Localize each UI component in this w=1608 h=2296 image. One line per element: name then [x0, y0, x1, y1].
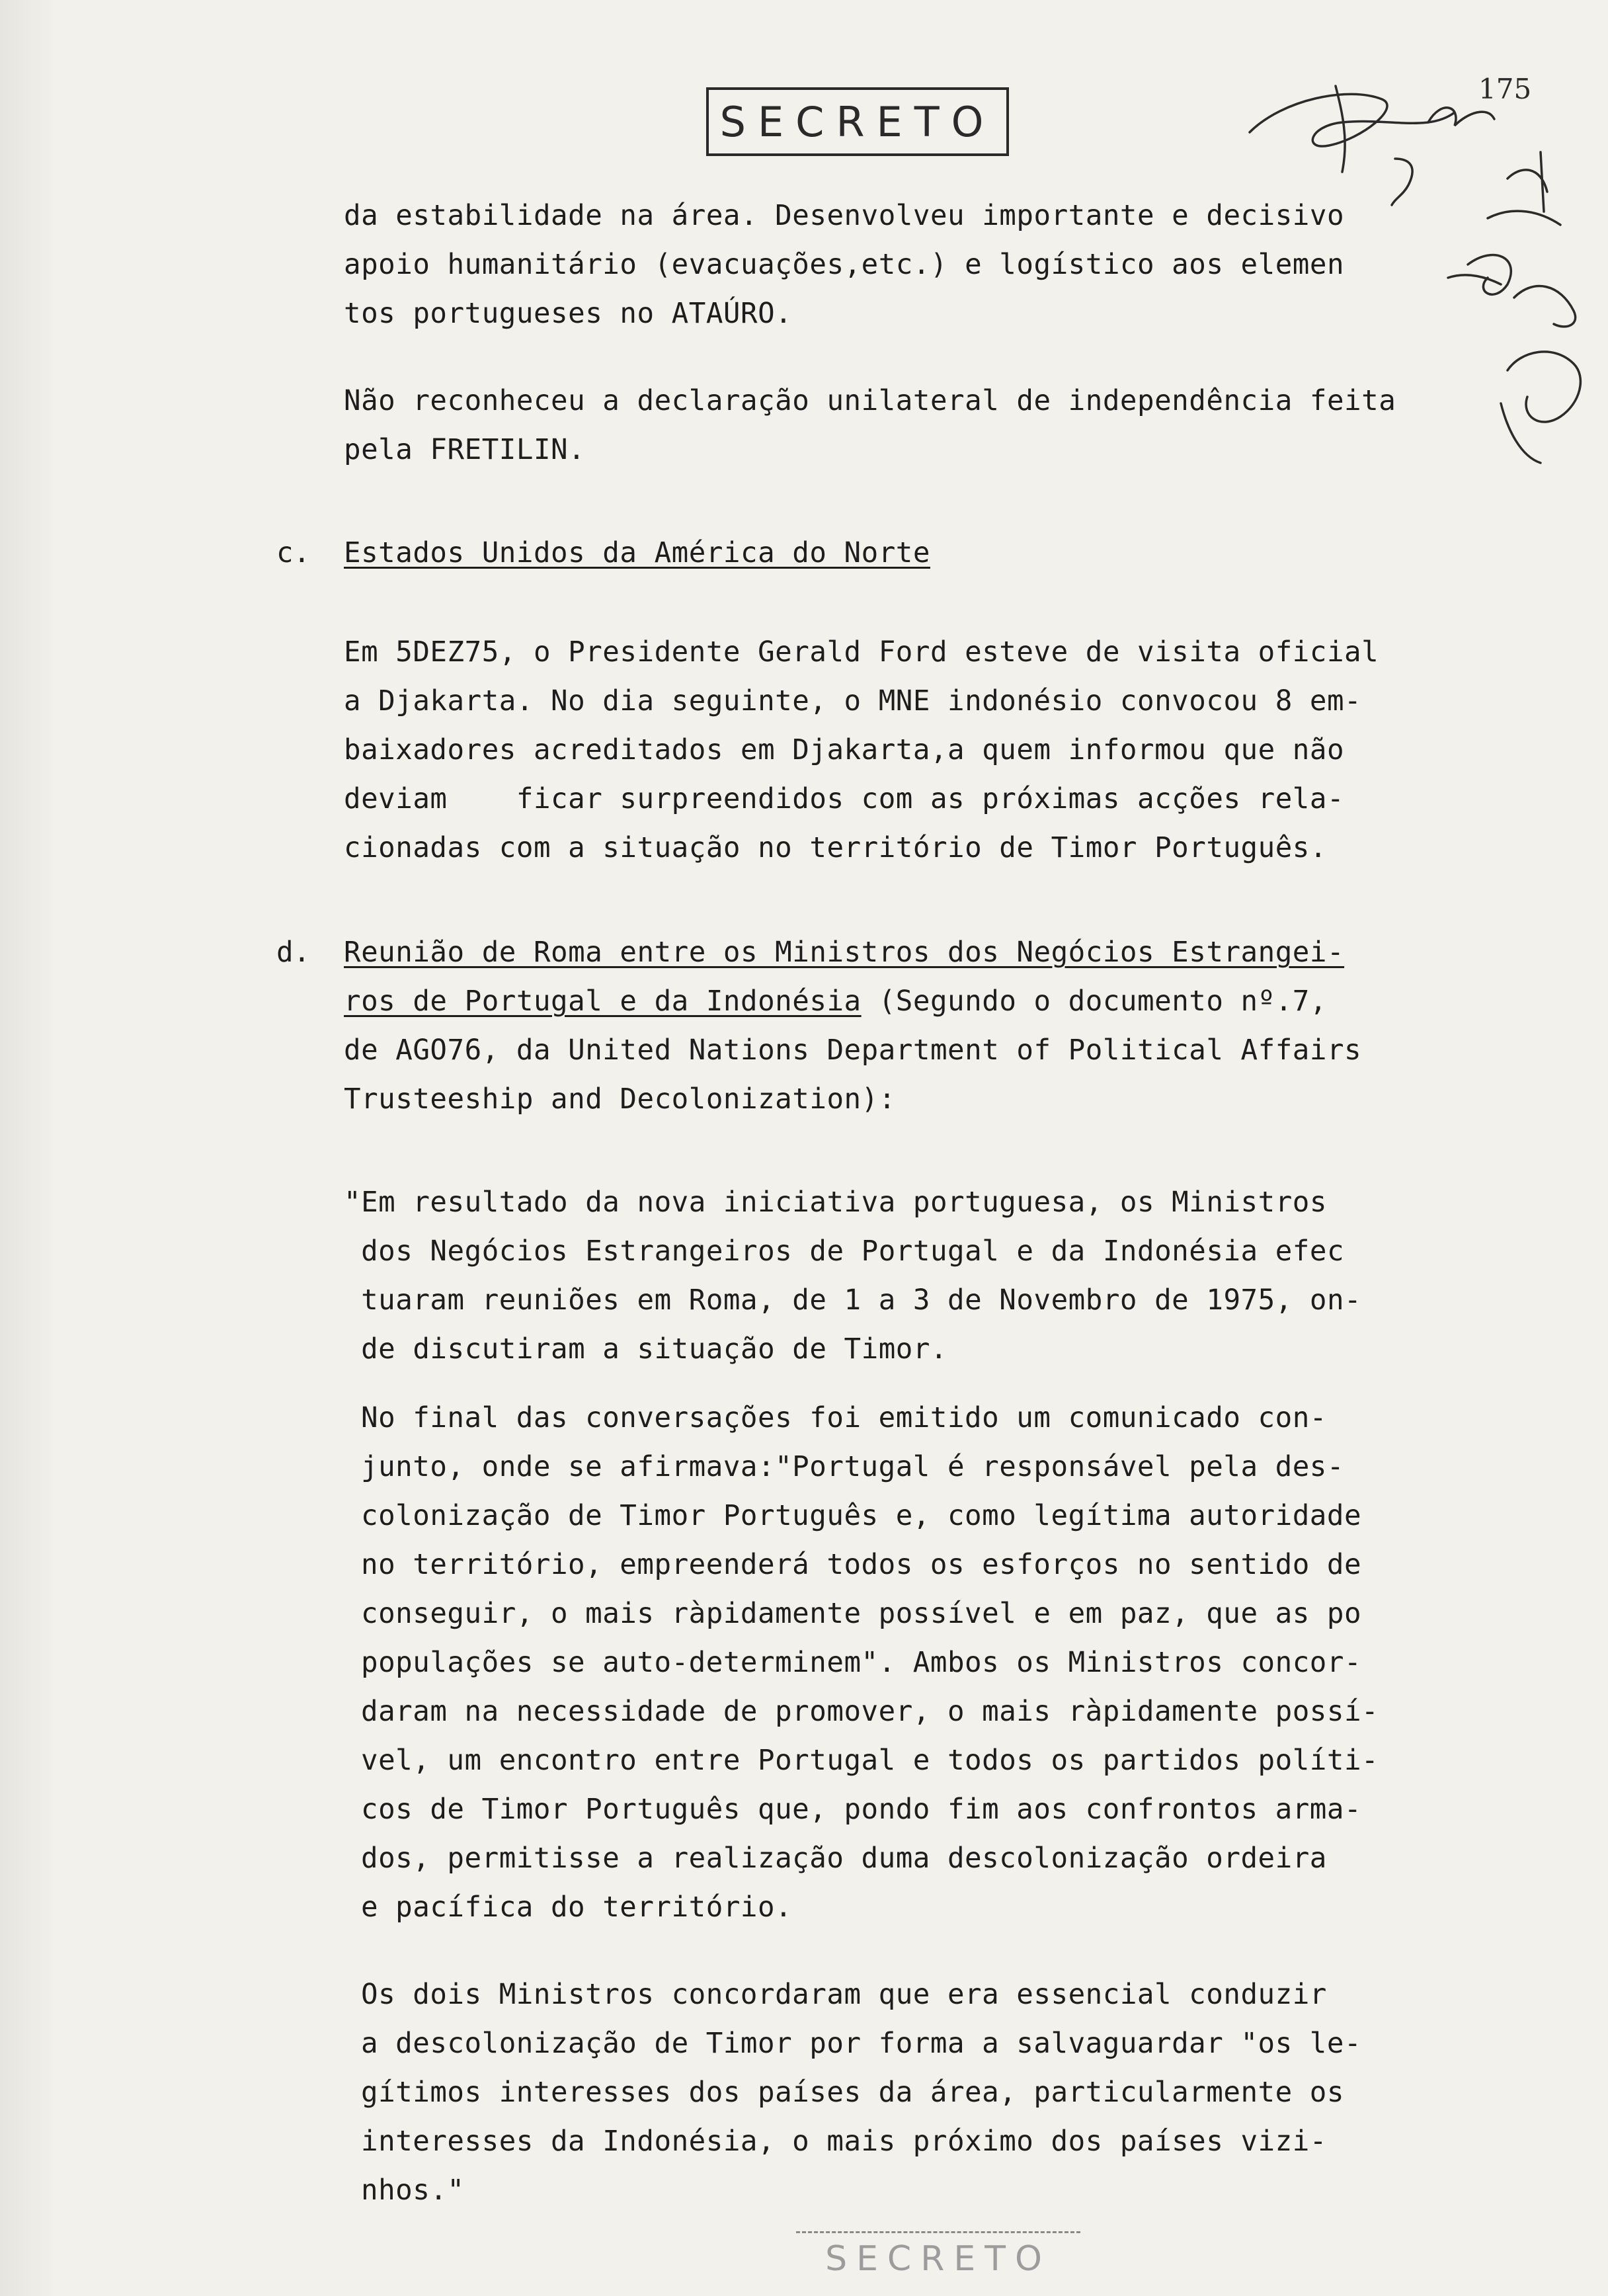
- text-line: junto, onde se afirmava:"Portugal é responsável pela des-: [361, 1451, 1344, 1483]
- section-d-heading-rest: (Segundo o documento nº.7,: [861, 985, 1327, 1018]
- text-line: No final das conversações foi emitido um comunicado con-: [361, 1402, 1327, 1434]
- text-line: de AGO76, da United Nations Department of Political Affairs: [344, 1034, 1362, 1067]
- text-line: dos Negócios Estrangeiros de Portugal e da Indonésia efec: [344, 1235, 1345, 1268]
- paragraph-fretilin: [344, 377, 1396, 475]
- text-line: baixadores acreditados em Djakarta,a quem informou que não: [344, 734, 1345, 766]
- quote-paragraph-3: [361, 1971, 1361, 2215]
- text-line: tos portugueses no ATAÚRO.: [344, 298, 793, 330]
- text-line: vel, um encontro entre Portugal e todos os partidos políti-: [361, 1744, 1379, 1777]
- text-line: Não reconheceu a declaração unilateral de independência feita: [344, 385, 1396, 417]
- paragraph-usa: [344, 628, 1379, 873]
- text-line: dos, permitisse a realização duma descolonização ordeira: [361, 1842, 1327, 1875]
- section-d-heading-underlined: ros de Portugal e da Indonésia: [344, 985, 862, 1018]
- section-d-marker: d.: [276, 936, 311, 969]
- text-line: e pacífica do território.: [361, 1891, 793, 1924]
- section-d-heading-line1: Reunião de Roma entre os Ministros dos Negócios Estrangei-: [344, 936, 1345, 969]
- text-line: de discutiram a situação de Timor.: [344, 1333, 948, 1366]
- text-line: deviam ficar surpreendidos com as próximas acções rela-: [344, 783, 1345, 815]
- page-number: 175: [1478, 73, 1532, 105]
- text-line: interesses da Indonésia, o mais próximo dos países vizi-: [361, 2125, 1327, 2158]
- text-line: daram na necessidade de promover, o mais ràpidamente possí-: [361, 1696, 1379, 1728]
- text-line: "Em resultado da nova iniciativa portuguesa, os Ministros: [344, 1186, 1327, 1219]
- text-line: gítimos interesses dos países da área, particularmente os: [361, 2076, 1344, 2109]
- quote-paragraph-2: [361, 1394, 1379, 1932]
- text-line: nhos.": [361, 2174, 465, 2207]
- quote-paragraph-1: [344, 1178, 1361, 1374]
- text-line: apoio humanitário (evacuações,etc.) e logístico aos elemen: [344, 249, 1345, 281]
- text-line: conseguir, o mais ràpidamente possível e em paz, que as po: [361, 1598, 1362, 1630]
- section-d-heading: [344, 928, 1361, 1124]
- secret-stamp-bottom: SECRETO: [796, 2231, 1080, 2284]
- section-d-heading-line2: [344, 977, 1361, 1026]
- section-c-marker: c.: [276, 537, 311, 569]
- paragraph-stability: [344, 192, 1344, 339]
- text-line: a descolonização de Timor por forma a salvaguardar "os le-: [361, 2028, 1362, 2060]
- secret-stamp-top: SECRETO: [706, 87, 1009, 156]
- text-line: colonização de Timor Português e, como legítima autoridade: [361, 1500, 1362, 1532]
- text-line: Os dois Ministros concordaram que era essencial conduzir: [361, 1979, 1327, 2011]
- text-line: a Djakarta. No dia seguinte, o MNE indonésio convocou 8 em-: [344, 685, 1362, 718]
- scan-edge-shadow: [0, 0, 60, 2296]
- text-line: populações se auto-determinem". Ambos os Ministros concor-: [361, 1647, 1362, 1679]
- text-line: no território, empreenderá todos os esforços no sentido de: [361, 1549, 1362, 1581]
- text-line: pela FRETILIN.: [344, 434, 586, 466]
- text-line: Em 5DEZ75, o Presidente Gerald Ford esteve de visita oficial: [344, 636, 1379, 669]
- text-line: cos de Timor Português que, pondo fim aos confrontos arma-: [361, 1793, 1362, 1826]
- text-line: da estabilidade na área. Desenvolveu importante e decisivo: [344, 200, 1345, 232]
- section-c-heading: Estados Unidos da América do Norte: [344, 537, 930, 569]
- text-line: Trusteeship and Decolonization):: [344, 1083, 896, 1116]
- text-line: cionadas com a situação no território de Timor Português.: [344, 832, 1327, 864]
- text-line: tuaram reuniões em Roma, de 1 a 3 de Novembro de 1975, on-: [344, 1284, 1362, 1317]
